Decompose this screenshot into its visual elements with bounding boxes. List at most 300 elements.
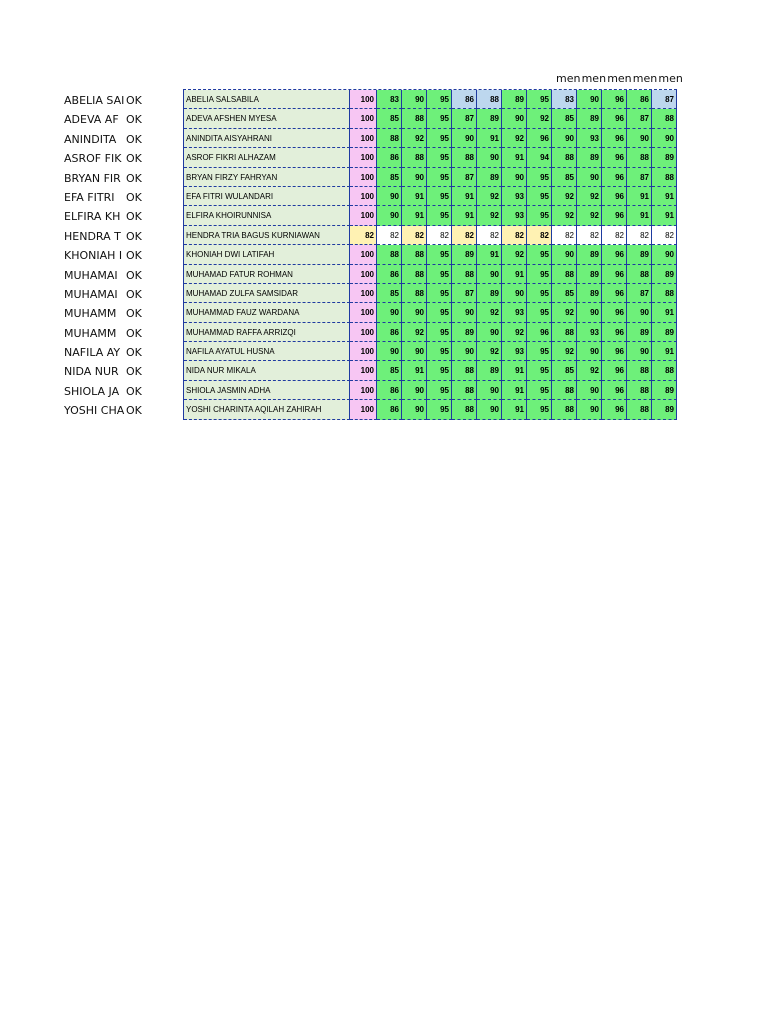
score-cell[interactable]: 89	[452, 245, 477, 264]
column-header-label: men	[581, 72, 607, 85]
score-cell[interactable]: 93	[502, 303, 527, 322]
score-cell[interactable]: 92	[502, 323, 527, 342]
score-cell[interactable]: 88	[627, 381, 652, 400]
score-cell[interactable]: 90	[477, 265, 502, 284]
score-cell[interactable]: 90	[377, 206, 402, 225]
score-cell[interactable]: 89	[627, 323, 652, 342]
score-cell[interactable]: 95	[427, 90, 452, 109]
score-cell[interactable]: 89	[577, 265, 602, 284]
score-cell[interactable]: 95	[527, 381, 552, 400]
score-cell[interactable]: 90	[577, 303, 602, 322]
score-cell[interactable]: 93	[577, 323, 602, 342]
score-cell[interactable]: 100	[350, 168, 377, 187]
score-cell[interactable]: 86	[627, 90, 652, 109]
score-cell[interactable]: 100	[350, 206, 377, 225]
status-row	[64, 246, 146, 265]
score-cell[interactable]: 87	[627, 284, 652, 303]
score-cell[interactable]: 95	[427, 187, 452, 206]
status-label: OK	[126, 229, 142, 243]
status-row	[64, 304, 146, 323]
score-cell[interactable]: 89	[477, 109, 502, 128]
score-table	[183, 89, 677, 420]
score-cell[interactable]: 90	[627, 129, 652, 148]
student-short-name: YOSHI CHA	[64, 404, 125, 418]
score-cell[interactable]: 95	[427, 129, 452, 148]
score-cell[interactable]: 91	[402, 361, 427, 380]
table-row	[184, 381, 677, 400]
score-cell[interactable]: 91	[502, 381, 527, 400]
score-cell[interactable]: 87	[452, 109, 477, 128]
student-short-name: NIDA NUR	[64, 365, 119, 379]
score-cell[interactable]: 92	[552, 187, 577, 206]
score-cell[interactable]: 82	[627, 226, 652, 245]
score-cell[interactable]: 90	[402, 400, 427, 419]
score-cell[interactable]: 82	[577, 226, 602, 245]
student-name-cell[interactable]: SHIOLA JASMIN ADHA	[184, 381, 350, 400]
score-cell[interactable]: 83	[377, 90, 402, 109]
score-cell[interactable]: 91	[452, 206, 477, 225]
score-cell[interactable]: 82	[402, 226, 427, 245]
score-cell[interactable]: 90	[452, 129, 477, 148]
score-cell[interactable]: 92	[552, 206, 577, 225]
status-row	[64, 382, 146, 401]
score-cell[interactable]: 100	[350, 148, 377, 167]
score-cell[interactable]: 91	[402, 187, 427, 206]
score-cell[interactable]: 93	[502, 206, 527, 225]
status-row	[64, 324, 146, 343]
status-row	[64, 188, 146, 207]
score-cell[interactable]: 90	[477, 148, 502, 167]
status-label: OK	[126, 132, 142, 146]
score-cell[interactable]: 91	[652, 303, 677, 322]
score-cell[interactable]: 93	[577, 129, 602, 148]
status-label: OK	[126, 94, 142, 107]
column-header-label: men	[632, 72, 658, 85]
status-row	[64, 227, 146, 246]
status-label: OK	[126, 384, 142, 398]
student-name-cell[interactable]: MUHAMMAD FAUZ WARDANA	[184, 303, 350, 322]
score-cell[interactable]: 96	[527, 323, 552, 342]
status-row	[64, 401, 146, 420]
student-status-list	[64, 91, 146, 421]
score-cell[interactable]: 95	[527, 206, 552, 225]
score-cell[interactable]: 100	[350, 187, 377, 206]
score-cell[interactable]: 89	[477, 168, 502, 187]
student-name-cell[interactable]: EFA FITRI WULANDARI	[184, 187, 350, 206]
score-cell[interactable]: 82	[652, 226, 677, 245]
score-cell[interactable]: 96	[527, 129, 552, 148]
score-cell[interactable]: 95	[527, 400, 552, 419]
score-cell[interactable]: 95	[527, 342, 552, 361]
student-name-cell[interactable]: BRYAN FIRZY FAHRYAN	[184, 168, 350, 187]
score-cell[interactable]: 87	[652, 90, 677, 109]
student-short-name: BRYAN FIR	[64, 171, 121, 185]
score-cell[interactable]: 95	[427, 361, 452, 380]
score-cell[interactable]: 96	[602, 168, 627, 187]
status-label: OK	[126, 365, 142, 379]
score-cell[interactable]: 89	[577, 284, 602, 303]
score-cell[interactable]: 96	[602, 245, 627, 264]
status-row	[64, 130, 146, 149]
score-cell[interactable]: 92	[502, 129, 527, 148]
score-cell[interactable]: 88	[477, 90, 502, 109]
score-cell[interactable]: 90	[577, 381, 602, 400]
score-cell[interactable]: 89	[577, 245, 602, 264]
score-cell[interactable]: 88	[402, 245, 427, 264]
score-cell[interactable]: 100	[350, 109, 377, 128]
score-cell[interactable]: 90	[627, 303, 652, 322]
score-cell[interactable]: 89	[652, 323, 677, 342]
score-cell[interactable]: 87	[627, 168, 652, 187]
score-cell[interactable]: 82	[350, 226, 377, 245]
student-name-cell[interactable]: MUHAMMAD RAFFA ARRIZQI	[184, 323, 350, 342]
score-cell[interactable]: 89	[452, 323, 477, 342]
score-cell[interactable]: 90	[477, 323, 502, 342]
score-cell[interactable]: 90	[402, 303, 427, 322]
score-cell[interactable]: 92	[502, 245, 527, 264]
score-cell[interactable]: 85	[552, 361, 577, 380]
score-cell[interactable]: 82	[552, 226, 577, 245]
score-cell[interactable]: 89	[652, 400, 677, 419]
score-cell[interactable]: 90	[402, 381, 427, 400]
score-cell[interactable]: 92	[527, 109, 552, 128]
score-cell[interactable]: 100	[350, 323, 377, 342]
score-cell[interactable]: 89	[577, 109, 602, 128]
score-cell[interactable]: 95	[427, 284, 452, 303]
score-cell[interactable]: 82	[502, 226, 527, 245]
table-row	[184, 361, 677, 380]
score-cell[interactable]: 92	[577, 206, 602, 225]
student-name-cell[interactable]: NIDA NUR MIKALA	[184, 361, 350, 380]
score-cell[interactable]: 96	[602, 323, 627, 342]
score-cell[interactable]: 89	[652, 148, 677, 167]
score-cell[interactable]: 100	[350, 245, 377, 264]
score-cell[interactable]: 91	[502, 265, 527, 284]
score-cell[interactable]: 96	[602, 206, 627, 225]
score-cell[interactable]: 82	[427, 226, 452, 245]
score-cell[interactable]: 91	[502, 148, 527, 167]
score-cell[interactable]: 95	[427, 323, 452, 342]
score-cell[interactable]: 86	[377, 381, 402, 400]
status-row	[64, 362, 146, 381]
score-cell[interactable]: 95	[427, 342, 452, 361]
score-cell[interactable]: 95	[427, 245, 452, 264]
score-cell[interactable]: 82	[527, 226, 552, 245]
score-cell[interactable]: 96	[602, 361, 627, 380]
score-cell[interactable]: 91	[627, 206, 652, 225]
column-header-label: men	[607, 72, 632, 85]
score-cell[interactable]: 100	[350, 129, 377, 148]
score-cell[interactable]: 90	[402, 342, 427, 361]
score-cell[interactable]: 89	[502, 90, 527, 109]
score-cell[interactable]: 95	[427, 206, 452, 225]
score-cell[interactable]: 82	[377, 226, 402, 245]
student-short-name: MUHAMM	[64, 307, 117, 321]
score-cell[interactable]: 85	[377, 284, 402, 303]
score-cell[interactable]: 88	[652, 109, 677, 128]
score-cell[interactable]: 91	[452, 187, 477, 206]
score-cell[interactable]: 86	[452, 90, 477, 109]
score-cell[interactable]: 88	[627, 265, 652, 284]
score-cell[interactable]: 90	[377, 303, 402, 322]
score-cell[interactable]: 96	[602, 129, 627, 148]
score-cell[interactable]: 96	[602, 400, 627, 419]
table-row	[184, 245, 677, 264]
score-cell[interactable]: 82	[477, 226, 502, 245]
score-cell[interactable]: 90	[577, 400, 602, 419]
status-label: OK	[126, 287, 142, 301]
student-short-name: ADEVA AF	[64, 113, 119, 127]
score-cell[interactable]: 90	[502, 109, 527, 128]
student-name-cell[interactable]: ELFIRA KHOIRUNNISA	[184, 206, 350, 225]
score-cell[interactable]: 96	[602, 187, 627, 206]
score-cell[interactable]: 85	[552, 109, 577, 128]
student-short-name: MUHAMM	[64, 326, 117, 340]
score-cell[interactable]: 88	[452, 265, 477, 284]
student-name-cell[interactable]: HENDRA TRIA BAGUS KURNIAWAN	[184, 226, 350, 245]
score-cell[interactable]: 95	[527, 187, 552, 206]
score-cell[interactable]: 92	[577, 187, 602, 206]
score-cell[interactable]: 89	[577, 148, 602, 167]
score-cell[interactable]: 90	[502, 168, 527, 187]
score-cell[interactable]: 91	[652, 342, 677, 361]
score-cell[interactable]: 90	[377, 187, 402, 206]
score-cell[interactable]: 88	[402, 148, 427, 167]
student-short-name: ANINDITA	[64, 132, 117, 146]
status-label: OK	[126, 307, 142, 321]
score-cell[interactable]: 83	[552, 90, 577, 109]
score-cell[interactable]: 96	[602, 303, 627, 322]
table-row	[184, 284, 677, 303]
score-cell[interactable]: 88	[452, 148, 477, 167]
table-row	[184, 187, 677, 206]
score-cell[interactable]: 91	[477, 245, 502, 264]
score-cell[interactable]: 90	[577, 168, 602, 187]
score-cell[interactable]: 91	[627, 187, 652, 206]
score-cell[interactable]: 88	[552, 381, 577, 400]
table-row	[184, 265, 677, 284]
student-short-name: ASROF FIK	[64, 152, 122, 166]
score-cell[interactable]: 85	[552, 284, 577, 303]
score-cell[interactable]: 89	[477, 361, 502, 380]
score-cell[interactable]: 95	[427, 168, 452, 187]
score-cell[interactable]: 88	[627, 361, 652, 380]
status-label: OK	[126, 268, 142, 282]
score-cell[interactable]: 85	[552, 168, 577, 187]
score-cell[interactable]: 92	[402, 323, 427, 342]
score-cell[interactable]: 87	[627, 109, 652, 128]
score-cell[interactable]: 95	[527, 284, 552, 303]
score-cell[interactable]: 86	[377, 323, 402, 342]
score-cell[interactable]: 92	[402, 129, 427, 148]
score-cell[interactable]: 86	[377, 148, 402, 167]
score-cell[interactable]: 95	[527, 265, 552, 284]
score-cell[interactable]: 90	[577, 90, 602, 109]
score-cell[interactable]: 92	[477, 187, 502, 206]
student-short-name: MUHAMAI	[64, 287, 118, 301]
score-cell[interactable]: 88	[402, 109, 427, 128]
table-row	[184, 206, 677, 225]
score-cell[interactable]: 90	[452, 303, 477, 322]
score-cell[interactable]: 88	[377, 245, 402, 264]
score-cell[interactable]: 95	[527, 90, 552, 109]
score-cell[interactable]: 90	[552, 129, 577, 148]
score-cell[interactable]: 88	[377, 129, 402, 148]
score-cell[interactable]: 82	[602, 226, 627, 245]
score-cell[interactable]: 92	[477, 342, 502, 361]
status-label: OK	[126, 210, 142, 224]
score-cell[interactable]: 92	[552, 342, 577, 361]
score-cell[interactable]: 90	[452, 342, 477, 361]
score-cell[interactable]: 91	[502, 361, 527, 380]
score-cell[interactable]: 100	[350, 303, 377, 322]
score-cell[interactable]: 87	[452, 284, 477, 303]
score-cell[interactable]: 88	[552, 323, 577, 342]
status-label: OK	[126, 346, 142, 360]
status-label: OK	[126, 171, 142, 185]
table-row	[184, 303, 677, 322]
score-cell[interactable]: 91	[477, 129, 502, 148]
score-cell[interactable]: 95	[427, 109, 452, 128]
score-cell[interactable]: 100	[350, 381, 377, 400]
score-cell[interactable]: 96	[602, 90, 627, 109]
score-cell[interactable]: 92	[477, 206, 502, 225]
score-cell[interactable]: 91	[402, 206, 427, 225]
score-cell[interactable]: 95	[427, 265, 452, 284]
score-cell[interactable]: 100	[350, 342, 377, 361]
score-cell[interactable]: 93	[502, 342, 527, 361]
table-row	[184, 109, 677, 128]
score-cell[interactable]: 90	[652, 129, 677, 148]
student-name-cell[interactable]: KHONIAH DWI LATIFAH	[184, 245, 350, 264]
status-label: OK	[126, 249, 142, 263]
score-cell[interactable]: 88	[402, 284, 427, 303]
score-cell[interactable]: 90	[627, 342, 652, 361]
score-cell[interactable]: 89	[627, 245, 652, 264]
student-name-cell[interactable]: YOSHI CHARINTA AQILAH ZAHIRAH	[184, 400, 350, 419]
score-cell[interactable]: 90	[402, 90, 427, 109]
score-cell[interactable]: 90	[402, 168, 427, 187]
score-cell[interactable]: 100	[350, 400, 377, 419]
score-cell[interactable]: 95	[527, 303, 552, 322]
score-cell[interactable]: 96	[602, 148, 627, 167]
score-cell[interactable]: 89	[652, 381, 677, 400]
score-cell[interactable]: 96	[602, 284, 627, 303]
score-cell[interactable]: 88	[652, 361, 677, 380]
score-cell[interactable]: 89	[652, 265, 677, 284]
score-cell[interactable]: 95	[427, 148, 452, 167]
score-cell[interactable]: 88	[552, 265, 577, 284]
score-cell[interactable]: 100	[350, 284, 377, 303]
score-cell[interactable]: 90	[577, 342, 602, 361]
status-label: OK	[126, 326, 142, 340]
score-cell[interactable]: 88	[627, 148, 652, 167]
score-cell[interactable]: 91	[652, 206, 677, 225]
table-row	[184, 400, 677, 419]
score-cell[interactable]: 90	[377, 342, 402, 361]
column-header-label: men	[658, 72, 683, 85]
student-short-name: ELFIRA KH	[64, 210, 121, 224]
student-name-cell[interactable]: NAFILA AYATUL HUSNA	[184, 342, 350, 361]
score-cell[interactable]: 95	[427, 381, 452, 400]
student-name-cell[interactable]: MUHAMAD FATUR ROHMAN	[184, 265, 350, 284]
student-name-cell[interactable]: ADEVA AFSHEN MYESA	[184, 109, 350, 128]
score-cell[interactable]: 95	[427, 400, 452, 419]
score-cell[interactable]: 92	[577, 361, 602, 380]
student-short-name: KHONIAH I	[64, 249, 123, 263]
table-row	[184, 323, 677, 342]
score-cell[interactable]: 82	[452, 226, 477, 245]
score-cell[interactable]: 88	[552, 148, 577, 167]
score-cell[interactable]: 88	[552, 400, 577, 419]
score-cell[interactable]: 94	[527, 148, 552, 167]
student-short-name: MUHAMAI	[64, 268, 118, 282]
table-row	[184, 342, 677, 361]
score-cell[interactable]: 85	[377, 361, 402, 380]
status-label: OK	[126, 404, 142, 418]
score-cell[interactable]: 96	[602, 342, 627, 361]
student-name-cell[interactable]: ABELIA SALSABILA	[184, 90, 350, 109]
student-name-cell[interactable]: ASROF FIKRI ALHAZAM	[184, 148, 350, 167]
score-cell[interactable]: 95	[427, 303, 452, 322]
score-cell[interactable]: 90	[502, 284, 527, 303]
score-cell[interactable]: 90	[477, 400, 502, 419]
score-cell[interactable]: 85	[377, 109, 402, 128]
column-header-label: men	[556, 72, 581, 85]
status-row	[64, 285, 146, 304]
student-short-name: EFA FITRI	[64, 190, 115, 204]
score-cell[interactable]: 92	[477, 303, 502, 322]
score-cell[interactable]: 95	[527, 361, 552, 380]
score-cell[interactable]: 89	[477, 284, 502, 303]
score-cell[interactable]: 88	[627, 400, 652, 419]
score-cell[interactable]: 85	[377, 168, 402, 187]
score-cell[interactable]: 93	[502, 187, 527, 206]
score-cell[interactable]: 86	[377, 265, 402, 284]
score-cell[interactable]: 88	[452, 381, 477, 400]
score-cell[interactable]: 100	[350, 361, 377, 380]
status-label: OK	[126, 152, 142, 166]
score-cell[interactable]: 88	[452, 400, 477, 419]
score-cell[interactable]: 90	[477, 381, 502, 400]
table-row	[184, 148, 677, 167]
student-name-cell[interactable]: ANINDITA AISYAHRANI	[184, 129, 350, 148]
score-cell[interactable]: 87	[452, 168, 477, 187]
score-cell[interactable]: 95	[527, 168, 552, 187]
score-cell[interactable]: 96	[602, 109, 627, 128]
score-cell[interactable]: 96	[602, 265, 627, 284]
status-row	[64, 343, 146, 362]
score-cell[interactable]: 95	[527, 245, 552, 264]
score-cell[interactable]: 100	[350, 265, 377, 284]
score-cell[interactable]: 88	[402, 265, 427, 284]
status-row	[64, 169, 146, 188]
score-cell[interactable]: 96	[602, 381, 627, 400]
score-cell[interactable]: 91	[652, 187, 677, 206]
student-name-cell[interactable]: MUHAMAD ZULFA SAMSIDAR	[184, 284, 350, 303]
score-cell[interactable]: 90	[652, 245, 677, 264]
score-cell[interactable]: 88	[652, 168, 677, 187]
score-cell[interactable]: 88	[452, 361, 477, 380]
status-row	[64, 91, 146, 110]
score-cell[interactable]: 86	[377, 400, 402, 419]
score-cell[interactable]: 90	[552, 245, 577, 264]
table-row	[184, 226, 677, 245]
score-cell[interactable]: 91	[502, 400, 527, 419]
score-cell[interactable]: 92	[552, 303, 577, 322]
score-cell[interactable]: 88	[652, 284, 677, 303]
score-cell[interactable]: 100	[350, 90, 377, 109]
